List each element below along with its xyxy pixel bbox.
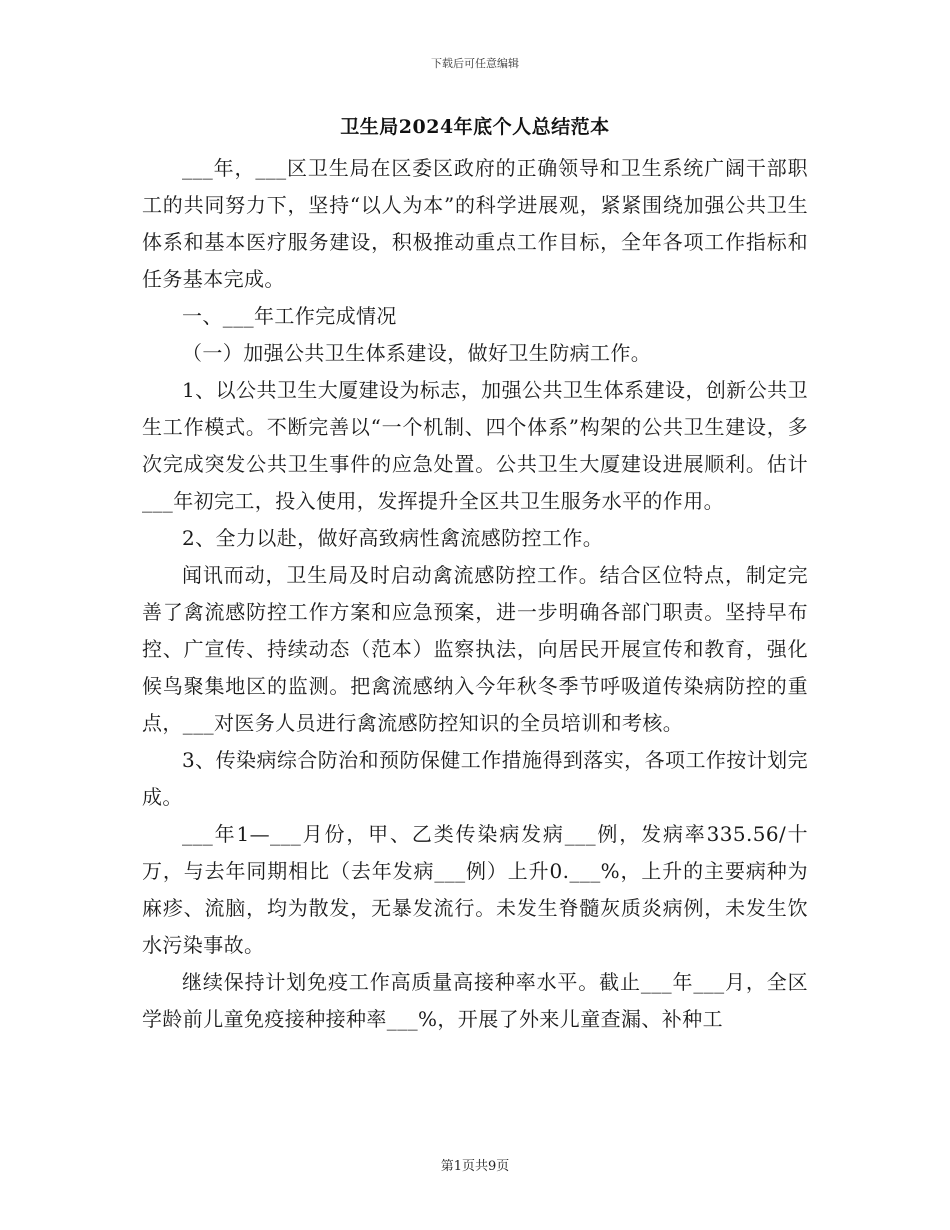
heading-subsection-one: （一）加强公共卫生体系建设，做好卫生防病工作。 bbox=[182, 341, 652, 365]
paragraph-item-1: 1、以公共卫生大厦建设为标志，加强公共卫生体系建设，创新公共卫生工作模式。不断完善以“一个机制、四个体系”构架的公共卫生建设，多次完成突发公共卫生事件的应急处置。公共卫生大厦建设进展顺利。估计___年初完工，投入使用，发挥提升全区共卫生服务水平的作用。 bbox=[142, 378, 808, 513]
paragraph-item-3: 3、传染病综合防治和预防保健工作措施得到落实，各项工作按计划完成。 bbox=[142, 748, 808, 809]
header-note: 下载后可任意编辑 bbox=[431, 57, 519, 70]
paragraph-disease-stats: ___年1—___月份，甲、乙类传染病发病___例，发病率335.56/十万，与去年同期相比（去年发病___例）上升0.___%，上升的主要病种为麻疹、流脑，均为散发，无暴发流行。未发生脊髓灰质炎病例，未发生饮水污染事故。 bbox=[142, 822, 808, 957]
page-number: 第1页共9页 bbox=[440, 1159, 510, 1174]
heading-section-one: 一、___年工作完成情况 bbox=[182, 304, 397, 328]
paragraph-item-2: 2、全力以赴，做好高致病性禽流感防控工作。 bbox=[182, 526, 604, 550]
paragraph-bird-flu: 闻讯而动，卫生局及时启动禽流感防控工作。结合区位特点，制定完善了禽流感防控工作方案和应急预案，进一步明确各部门职责。坚持早布控、广宣传、持续动态（范本）监察执法，向居民开展宣传和教育，强化候鸟聚集地区的监测。把禽流感纳入今年秋冬季节呼吸道传染病防控的重点，___对医务人员进行禽流感防控知识的全员培训和考核。 bbox=[142, 563, 808, 735]
paragraph-immunization: 继续保持计划免疫工作高质量高接种率水平。截止___年___月，全区学龄前儿童免疫接种接种率___%，开展了外来儿童查漏、补种工 bbox=[142, 970, 808, 1031]
document-title: 卫生局2024年底个人总结范本 bbox=[340, 116, 610, 138]
document-body bbox=[142, 150, 808, 1038]
paragraph-intro: ___年，___区卫生局在区委区政府的正确领导和卫生系统广阔干部职工的共同努力下，坚持“以人为本”的科学进展观，紧紧围绕加强公共卫生体系和基本医疗服务建设，积极推动重点工作目标，全年各项工作指标和任务基本完成。 bbox=[142, 156, 808, 291]
